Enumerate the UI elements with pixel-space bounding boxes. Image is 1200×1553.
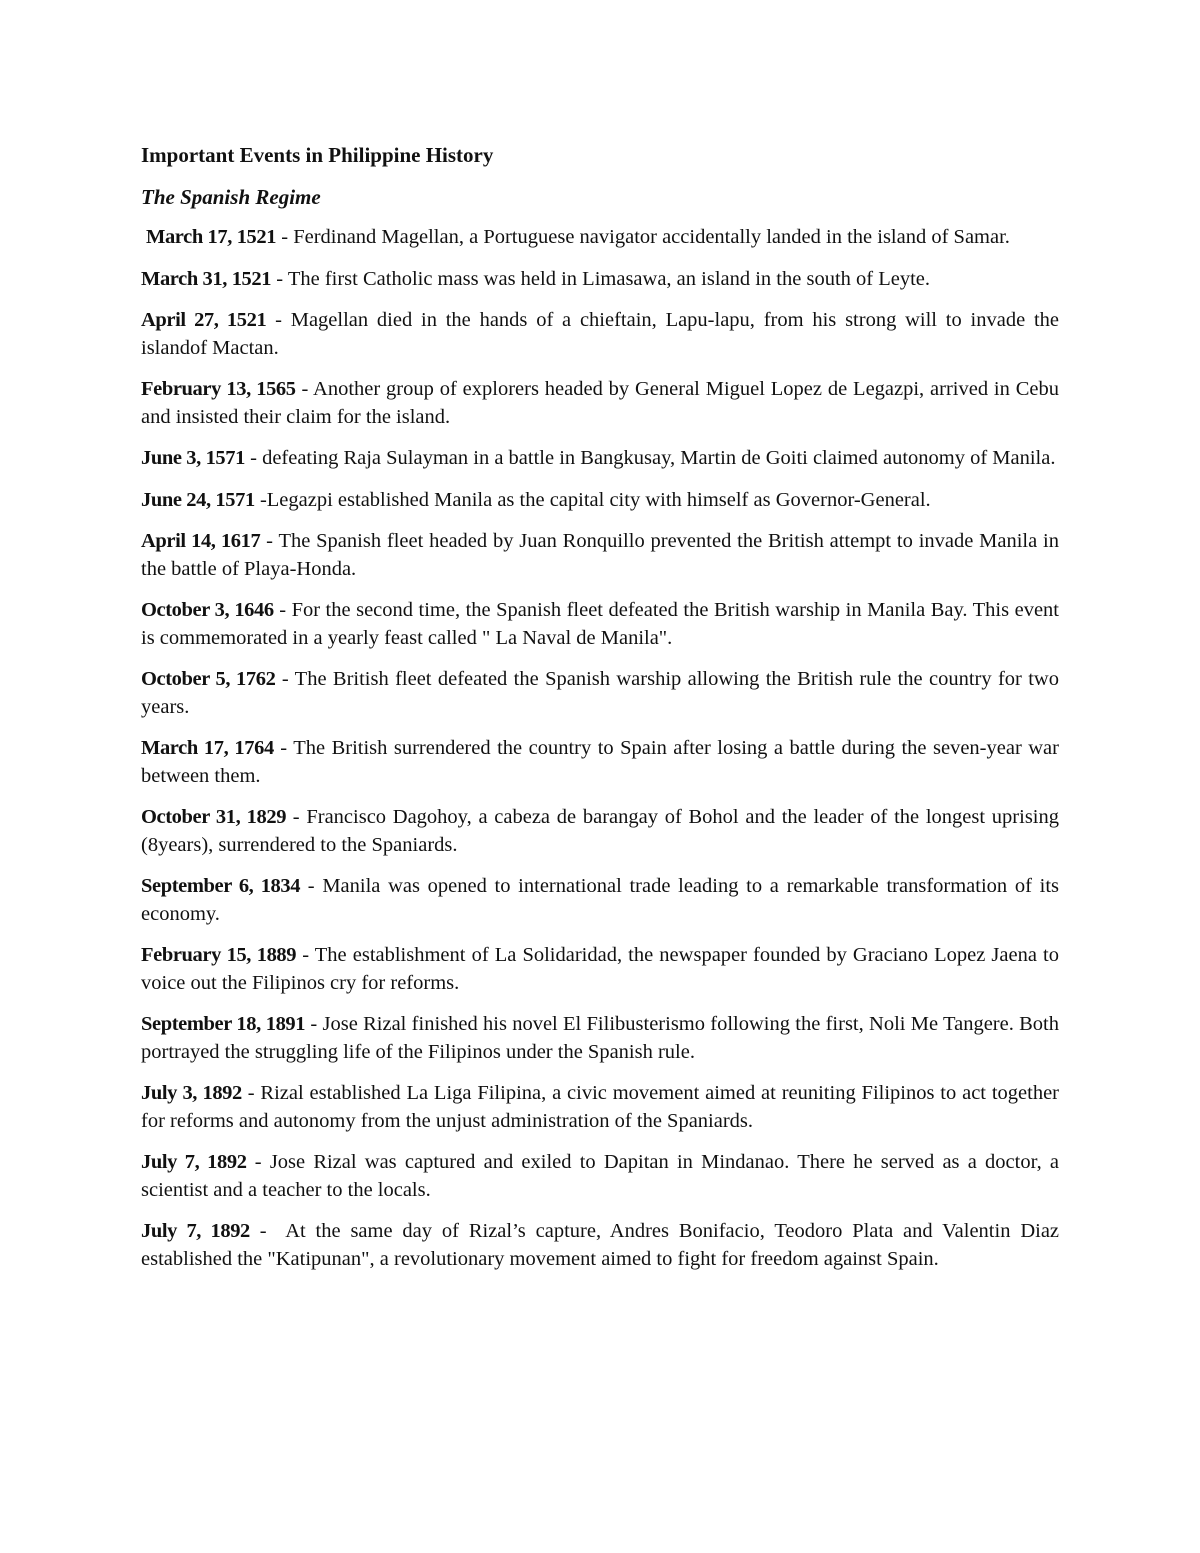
event-description: The establishment of La Solidaridad, the newspaper founded by Graciano Lopez Jaena to voice out the Filipinos cry for reforms.	[141, 944, 1059, 994]
event-entry	[141, 266, 1059, 294]
event-date: March 31, 1521	[141, 267, 272, 290]
event-entry	[141, 528, 1059, 583]
event-entry	[141, 445, 1059, 473]
event-description: Another group of explorers headed by General Miguel Lopez de Legazpi, arrived in Cebu and insisted their claim for the island.	[141, 378, 1059, 428]
event-description: The British fleet defeated the Spanish warship allowing the British rule the country for two years.	[141, 668, 1059, 718]
event-entry	[141, 873, 1059, 928]
event-date: March 17, 1764	[141, 737, 274, 759]
event-description: For the second time, the Spanish fleet defeated the British warship in Manila Bay. This event is commemorated in a yearly feast called " La Naval de Manila".	[141, 599, 1059, 649]
event-separator: -	[266, 309, 291, 331]
event-separator: -	[295, 378, 314, 400]
event-description: Magellan died in the hands of a chieftain, Lapu-lapu, from his strong will to invade the islandof Mactan.	[141, 309, 1059, 359]
event-date: March 17, 1521	[146, 226, 277, 248]
event-separator: -	[241, 1082, 261, 1104]
event-date: July 3, 1892	[141, 1082, 242, 1104]
event-date: October 3, 1646	[141, 599, 274, 621]
event-description: The first Catholic mass was held in Limasawa, an island in the south of Leyte.	[287, 267, 931, 290]
event-separator: -	[254, 488, 267, 511]
event-separator: -	[271, 267, 288, 290]
event-entry	[141, 307, 1059, 362]
event-description: Manila was opened to international trade leading to a remarkable transformation of its economy.	[141, 875, 1059, 925]
event-description: The Spanish fleet headed by Juan Ronquillo prevented the British attempt to invade Manila in the battle of Playa-Honda.	[141, 530, 1059, 580]
event-date: February 15, 1889	[141, 944, 297, 966]
event-separator: -	[275, 668, 295, 690]
event-entry	[141, 735, 1059, 790]
event-date: April 27, 1521	[141, 309, 267, 331]
event-separator: -	[305, 1013, 323, 1035]
event-entry	[141, 597, 1059, 652]
event-entry	[141, 666, 1059, 721]
event-entry	[141, 804, 1059, 859]
event-date: July 7, 1892	[141, 1151, 247, 1173]
event-date: September 6, 1834	[141, 875, 301, 897]
event-entry	[141, 1149, 1059, 1204]
event-description: Francisco Dagohoy, a cabeza de barangay of Bohol and the leader of the longest uprising (8years), surrendered to the Spaniards.	[141, 806, 1060, 856]
event-date: October 5, 1762	[141, 668, 276, 690]
event-description: Ferdinand Magellan, a Portuguese navigator accidentally landed in the island of Samar.	[293, 226, 1010, 248]
event-description: Jose Rizal finished his novel El Filibusterismo following the first, Noli Me Tangere. Both portrayed the struggling life of the Filipinos under the Spanish rule.	[141, 1013, 1059, 1063]
event-description: Rizal established La Liga Filipina, a civic movement aimed at reuniting Filipinos to act together for reforms and autonomy from the unjust administration of the Spaniards.	[141, 1082, 1060, 1132]
event-separator: -	[300, 875, 323, 897]
section-heading: The Spanish Regime	[141, 185, 321, 209]
event-separator: -	[296, 944, 315, 966]
event-entry	[141, 1011, 1059, 1066]
event-description: Legazpi established Manila as the capital city with himself as Governor-General.	[266, 488, 931, 511]
document-page	[141, 140, 1059, 1287]
event-entry	[141, 376, 1059, 431]
event-separator: -	[249, 1220, 286, 1242]
event-separator: -	[273, 737, 294, 759]
event-entry	[141, 487, 1059, 515]
event-separator: -	[244, 447, 263, 469]
event-date: October 31, 1829	[141, 806, 287, 828]
event-separator: -	[286, 806, 307, 828]
event-description: Jose Rizal was captured and exiled to Dapitan in Mindanao. There he served as a doctor, a scientist and a teacher to the locals.	[141, 1151, 1059, 1201]
event-entry	[141, 1218, 1059, 1273]
event-date: June 24, 1571	[141, 488, 255, 511]
event-description: The British surrendered the country to Spain after losing a battle during the seven-year war between them.	[141, 737, 1059, 787]
event-description: At the same day of Rizal’s capture, Andres Bonifacio, Teodoro Plata and Valentin Diaz established the "Katipunan", a revolutionary movement aimed to fight for freedom against Spain.	[141, 1220, 1060, 1270]
event-date: September 18, 1891	[141, 1013, 306, 1035]
event-date: July 7, 1892	[141, 1220, 250, 1242]
event-entry	[141, 224, 1059, 252]
event-separator: -	[246, 1151, 270, 1173]
event-date: February 13, 1565	[141, 378, 296, 400]
document-title: Important Events in Philippine History	[141, 143, 494, 167]
event-entry	[141, 942, 1059, 997]
event-list	[141, 224, 1059, 1273]
event-separator: -	[276, 226, 294, 248]
event-description: defeating Raja Sulayman in a battle in Bangkusay, Martin de Goiti claimed autonomy of Manila.	[262, 447, 1056, 469]
event-date: June 3, 1571	[141, 447, 245, 469]
event-date: April 14, 1617	[141, 530, 261, 552]
event-separator: -	[273, 599, 292, 621]
event-separator: -	[260, 530, 279, 552]
event-entry	[141, 1080, 1059, 1135]
